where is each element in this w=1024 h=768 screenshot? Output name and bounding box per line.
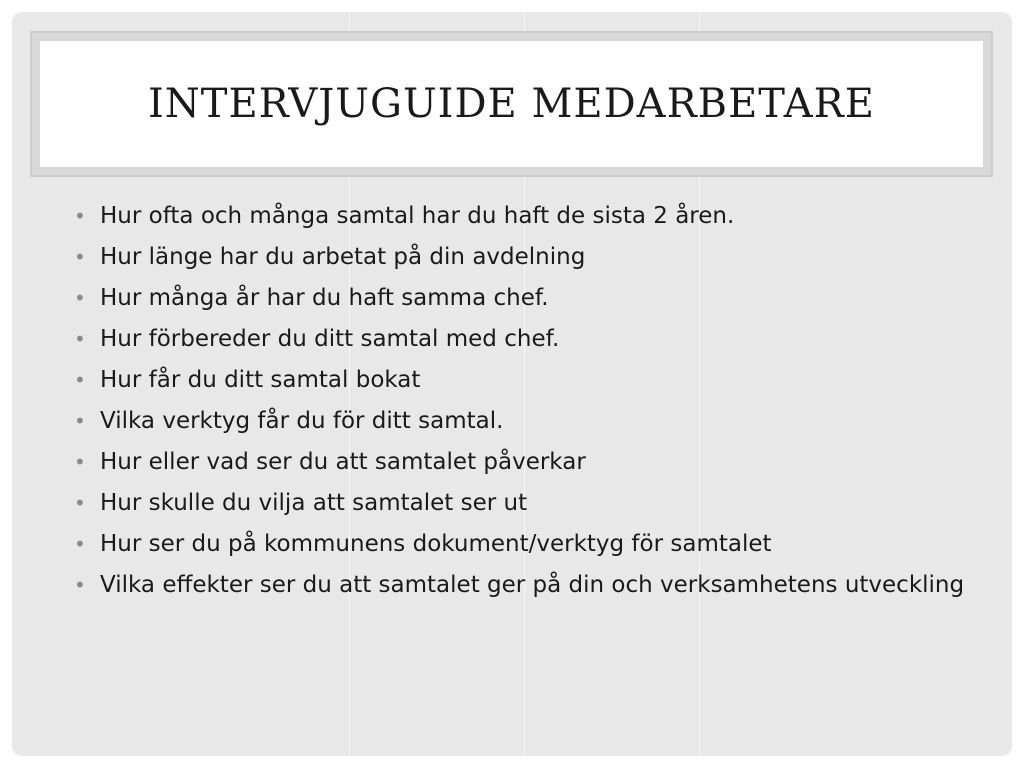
- bullet-item: [72, 364, 972, 397]
- bullet-item: [72, 323, 972, 356]
- bullet-item: [72, 569, 972, 602]
- bullet-dot-icon: •: [74, 450, 86, 474]
- bullet-text: Hur ser du på kommunens dokument/verktyg för samtalet: [100, 531, 772, 557]
- bullet-text: Hur får du ditt samtal bokat: [100, 367, 421, 393]
- bullet-list: [72, 200, 972, 610]
- bullet-dot-icon: •: [74, 532, 86, 556]
- bullet-dot-icon: •: [74, 368, 86, 392]
- bullet-text: Hur många år har du haft samma chef.: [100, 285, 549, 311]
- bullet-item: [72, 528, 972, 561]
- title-box: [40, 41, 983, 167]
- bullet-dot-icon: •: [74, 204, 86, 228]
- bullet-item: [72, 487, 972, 520]
- bullet-text: Vilka effekter ser du att samtalet ger på din och verksamhetens utveckling: [100, 572, 965, 598]
- bullet-text: Hur ofta och många samtal har du haft de sista 2 åren.: [100, 203, 735, 229]
- bullet-item: [72, 446, 972, 479]
- bullet-item: [72, 200, 972, 233]
- bullet-item: [72, 241, 972, 274]
- bullet-dot-icon: •: [74, 491, 86, 515]
- title-frame: [30, 31, 993, 177]
- bullet-dot-icon: •: [74, 327, 86, 351]
- bullet-dot-icon: •: [74, 245, 86, 269]
- bullet-text: Hur länge har du arbetat på din avdelning: [100, 244, 586, 270]
- slide: [12, 12, 1012, 756]
- bullet-dot-icon: •: [74, 573, 86, 597]
- bullet-dot-icon: •: [74, 286, 86, 310]
- bullet-text: Vilka verktyg får du för ditt samtal.: [100, 408, 504, 434]
- bullet-item: [72, 282, 972, 315]
- bullet-text: Hur eller vad ser du att samtalet påverkar: [100, 449, 586, 475]
- bullet-text: Hur förbereder du ditt samtal med chef.: [100, 326, 560, 352]
- slide-title: INTERVJUGUIDE MEDARBETARE: [148, 81, 875, 127]
- bullet-text: Hur skulle du vilja att samtalet ser ut: [100, 490, 528, 516]
- bullet-item: [72, 405, 972, 438]
- bullet-dot-icon: •: [74, 409, 86, 433]
